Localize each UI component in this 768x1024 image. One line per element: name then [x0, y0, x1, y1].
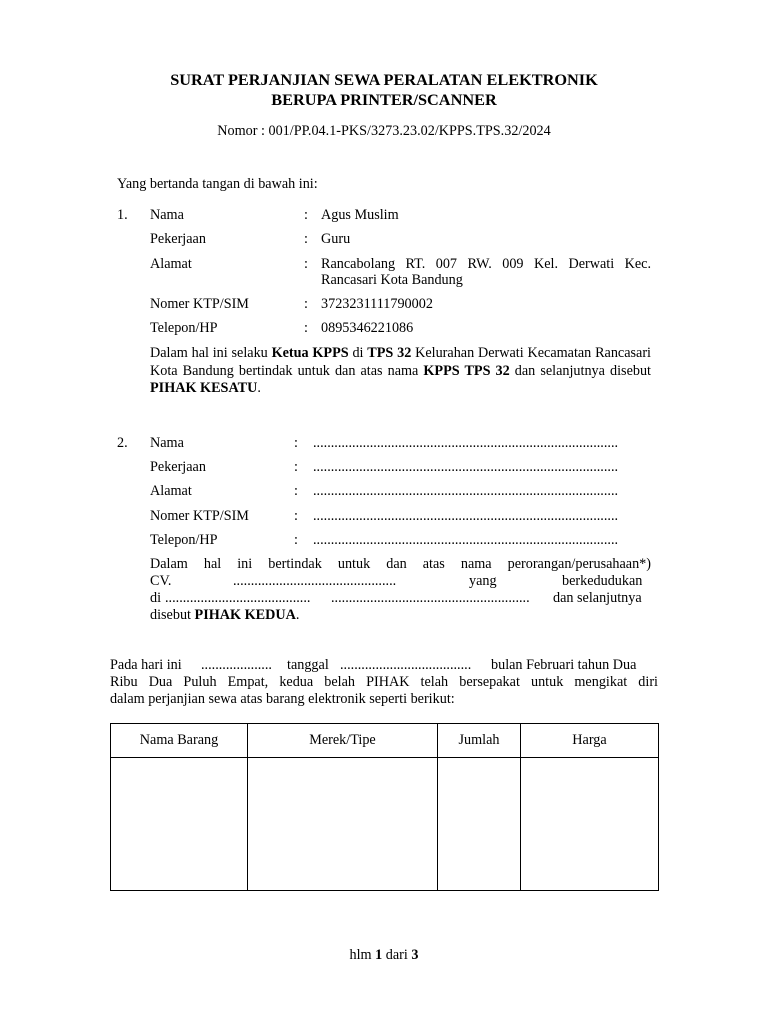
party1-label-nama: Nama [150, 207, 184, 223]
party1-number: 1. [117, 207, 128, 223]
table-cell-harga [521, 758, 659, 891]
party1-value-telepon: 0895346221086 [321, 320, 414, 336]
party2-label-alamat: Alamat [150, 483, 192, 499]
party1-statement: Dalam hal ini selaku Ketua KPPS di TPS 32 Kelurahan Derwati Kecamatan Rancasari Kota Bandung bertindak untuk dan atas nama KPPS TPS 32 dan selanjutnya disebut PIHAK KESATU. [150, 345, 652, 396]
items-table [110, 723, 659, 891]
party2-label-ktp: Nomer KTP/SIM [150, 508, 249, 524]
party2-blank-pekerjaan: ...................................................................................... [313, 459, 619, 475]
colon: : [304, 231, 308, 247]
colon: : [294, 532, 298, 548]
colon: : [294, 435, 298, 451]
party2-label-telepon: Telepon/HP [150, 532, 218, 548]
party2-di-blank1: ......................................... [165, 590, 311, 606]
colon: : [304, 320, 308, 336]
column-header-nama-barang: Nama Barang [111, 724, 248, 758]
table-cell-merek-tipe [248, 758, 438, 891]
colon: : [304, 296, 308, 312]
party2-label-pekerjaan: Pekerjaan [150, 459, 206, 475]
party2-blank-alamat: ...................................................................................... [313, 483, 619, 499]
table-row [111, 758, 659, 891]
party2-cv-blank: .............................................. [233, 573, 397, 589]
column-header-merek-tipe: Merek/Tipe [248, 724, 438, 758]
agreement-line2: Ribu Dua Puluh Empat, kedua belah PIHAK telah bersepakat untuk mengikat diri [110, 674, 658, 690]
party2-cv-yang: yang [469, 573, 497, 589]
agreement-tanggal: tanggal [287, 657, 329, 673]
agreement-hari: Pada hari ini [110, 657, 182, 673]
party2-blank-ktp: ...................................................................................... [313, 508, 619, 524]
party1-label-pekerjaan: Pekerjaan [150, 231, 206, 247]
party2-di-label: di [150, 590, 162, 606]
intro-text: Yang bertanda tangan di bawah ini: [117, 176, 318, 192]
colon: : [304, 207, 308, 223]
party1-label-ktp: Nomer KTP/SIM [150, 296, 249, 312]
colon: : [304, 256, 308, 272]
column-header-jumlah: Jumlah [438, 724, 521, 758]
party2-blank-nama: ...................................................................................... [313, 435, 619, 451]
agreement-bulan: bulan Februari tahun Dua [491, 657, 637, 673]
party1-value-alamat: Rancabolang RT. 007 RW. 009 Kel. Derwati Kec. Rancasari Kota Bandung [321, 256, 651, 288]
table-header-row [111, 724, 659, 758]
party2-number: 2. [117, 435, 128, 451]
column-header-harga: Harga [521, 724, 659, 758]
party1-value-ktp: 3723231111790002 [321, 296, 433, 312]
party1-label-alamat: Alamat [150, 256, 192, 272]
party1-value-nama: Agus Muslim [321, 207, 399, 223]
party2-label-nama: Nama [150, 435, 184, 451]
document-number: Nomor : 001/PP.04.1-PKS/3273.23.02/KPPS.TPS.32/2024 [217, 123, 551, 139]
party2-cv-label: CV. [150, 573, 172, 589]
colon: : [294, 508, 298, 524]
party2-di-blank2: ........................................................ [331, 590, 530, 606]
party2-statement-line1: Dalam hal ini bertindak untuk dan atas nama perorangan/perusahaan*) [150, 556, 651, 572]
party2-di-end: dan selanjutnya [553, 590, 642, 606]
document-title-line1: SURAT PERJANJIAN SEWA PERALATAN ELEKTRONIK [170, 70, 598, 89]
party2-blank-telepon: ...................................................................................... [313, 532, 619, 548]
agreement-line3: dalam perjanjian sewa atas barang elektronik seperti berikut: [110, 691, 455, 707]
party2-statement-line4: disebut PIHAK KEDUA. [150, 607, 300, 623]
party2-cv-berkedudukan: berkedudukan [562, 573, 643, 589]
agreement-hari-blank: .................... [201, 657, 272, 673]
party1-value-pekerjaan: Guru [321, 231, 351, 247]
party1-label-telepon: Telepon/HP [150, 320, 218, 336]
table-cell-jumlah [438, 758, 521, 891]
colon: : [294, 459, 298, 475]
agreement-tanggal-blank: ..................................... [340, 657, 472, 673]
document-title-line2: BERUPA PRINTER/SCANNER [271, 90, 497, 109]
table-cell-nama-barang [111, 758, 248, 891]
colon: : [294, 483, 298, 499]
page-footer: hlm 1 dari 3 [349, 947, 419, 963]
